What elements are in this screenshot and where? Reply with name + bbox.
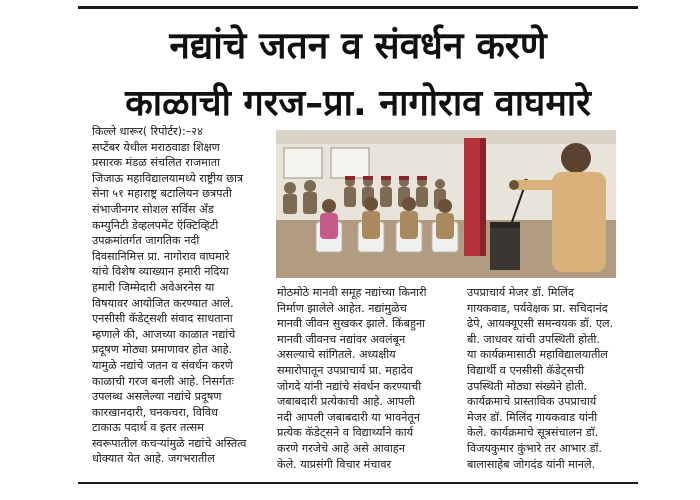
top-rule: [78, 6, 638, 9]
photo-illustration: [276, 130, 616, 278]
article-line: स्वरूपातील कचऱ्यांमुळे नद्यांचे अस्तित्व: [92, 436, 247, 450]
article-line: बी. जाधवर यांची उपस्थिती होती.: [467, 332, 600, 346]
article-line: काळाची गरज बनली आहे. निसर्गतः: [92, 374, 234, 388]
article-line: प्रदूषण मोठ्या प्रमाणावर होत आहे.: [92, 343, 233, 357]
article-line: प्रसारक मंडळ संचलित राजमाता: [92, 156, 221, 170]
article-column-2: [277, 285, 457, 472]
article-line: उपस्थिती मोठ्या संख्येने होती.: [467, 379, 588, 393]
article-line: कार्यक्रमाचे प्रास्ताविक उपप्राचार्य: [467, 395, 597, 409]
article-line: हमारी जिम्मेदारी अवेअरनेस या: [92, 280, 215, 294]
article-line: धोक्यात येत आहे. जगभरातील: [92, 452, 215, 466]
article-line: विषयावर आयोजित करण्यात आले.: [92, 296, 234, 310]
article-line: उपलब्ध असलेल्या नद्यांचे प्रदूषण: [92, 390, 222, 404]
bottom-rule: [78, 482, 638, 484]
article-line: जोगदे यांनी नद्यांचे संवर्धन करण्याची: [277, 379, 422, 393]
article-line: असल्याचे सांगितले. अध्यक्षीय: [277, 348, 396, 362]
article-line: बालासाहेब जोगदंड यांनी मानले.: [467, 457, 596, 471]
article-column-1: [92, 124, 268, 467]
article-line: संभाजीनगर सोशल सर्विस अँड: [92, 202, 214, 216]
article-line: एनसीसी कॅडेट्सशी संवाद साधताना: [92, 312, 233, 326]
article-line: या कार्यक्रमासाठी महाविद्यालयातील: [467, 348, 608, 362]
article-line: मानवी जीवन सुखकर झाले. किंबहुना: [277, 317, 426, 331]
headline-line-2: काळाची गरज–प्रा. नागोराव वाघमारे: [125, 83, 591, 124]
article-line: विजयकुमार कुंभारे तर आभार डॉ.: [467, 441, 602, 455]
article-line: यामुळे नद्यांचे जतन व संवर्धन करणे: [92, 358, 233, 372]
article-line: केले. कार्यक्रमाचे सूत्रसंचालन डॉ.: [467, 426, 599, 440]
article-line: ढेपे, आयक्यूएसी समन्वयक डॉ. एल.: [467, 317, 614, 331]
article-line: सप्टेंबर येथील मराठवाडा शिक्षण: [92, 140, 220, 154]
article-line: म्हणाले की, आजच्या काळात नद्यांचे: [92, 327, 236, 341]
article-line: जिजाऊ महाविद्यालयामध्ये राष्ट्रीय छात्र: [92, 171, 244, 185]
article-line: सेना ५१ महाराष्ट्र बटालियन छत्रपती: [92, 187, 232, 201]
article-line: यांचे विशेष व्याख्यान हमारी नदिया: [92, 265, 229, 279]
article-line: किल्ले धारूर( रिपोर्टर):–२४: [92, 125, 203, 138]
article-line: मेजर डॉ. मिलिंद गायकवाड यांनी: [467, 410, 598, 424]
article-line: नदी आपली जबाबदारी या भावनेतून: [277, 410, 420, 424]
headline-line-1: नद्यांचे जतन व संवर्धन करणे: [169, 24, 547, 67]
article-line: कारखानदारी, घनकचरा, विविध: [92, 405, 218, 419]
article-line: विद्यार्थी व एनसीसी कॅडेट्सची: [467, 363, 585, 377]
article-line: कम्युनिटी डेव्हलपमेंट ऍक्टिव्हिटी: [92, 218, 219, 232]
article-line: निर्माण झालेले आहेत. नद्यांमुळेच: [277, 301, 407, 315]
article-line: दिवसानिमित्त प्रा. नागोराव वाघमारे: [92, 249, 230, 263]
article-column-3: [467, 285, 639, 472]
article-line: उपप्राचार्य मेजर डॉ. मिलिंद: [467, 286, 574, 299]
article-line: गायकवाड, पर्यवेक्षक प्रा. सचिदानंद: [467, 301, 608, 315]
article-line: उपक्रमांतर्गत जागतिक नदी: [92, 234, 200, 248]
article-line: केले. याप्रसंगी विचार मंचावर: [277, 457, 392, 471]
article-line: मोठमोठे मानवी समूह नद्यांच्या किनारी: [277, 286, 427, 299]
article-line: प्रत्येक कॅडेट्सने व विद्यार्थ्यांने कार्य: [277, 426, 414, 440]
article-line: करणे गरजेचे आहे असे आवाहन: [277, 441, 405, 455]
article-line: टाकाऊ पदार्थ व इतर तत्सम: [92, 421, 204, 435]
news-photo: [276, 130, 616, 278]
article-line: मानवी जीवनच नद्यांवर अवलंबून: [277, 332, 406, 346]
article-line: समारोपातून उपप्राचार्य प्रा. महादेव: [277, 363, 413, 377]
article-line: जबाबदारी प्रत्येकाची आहे. आपली: [277, 395, 415, 409]
